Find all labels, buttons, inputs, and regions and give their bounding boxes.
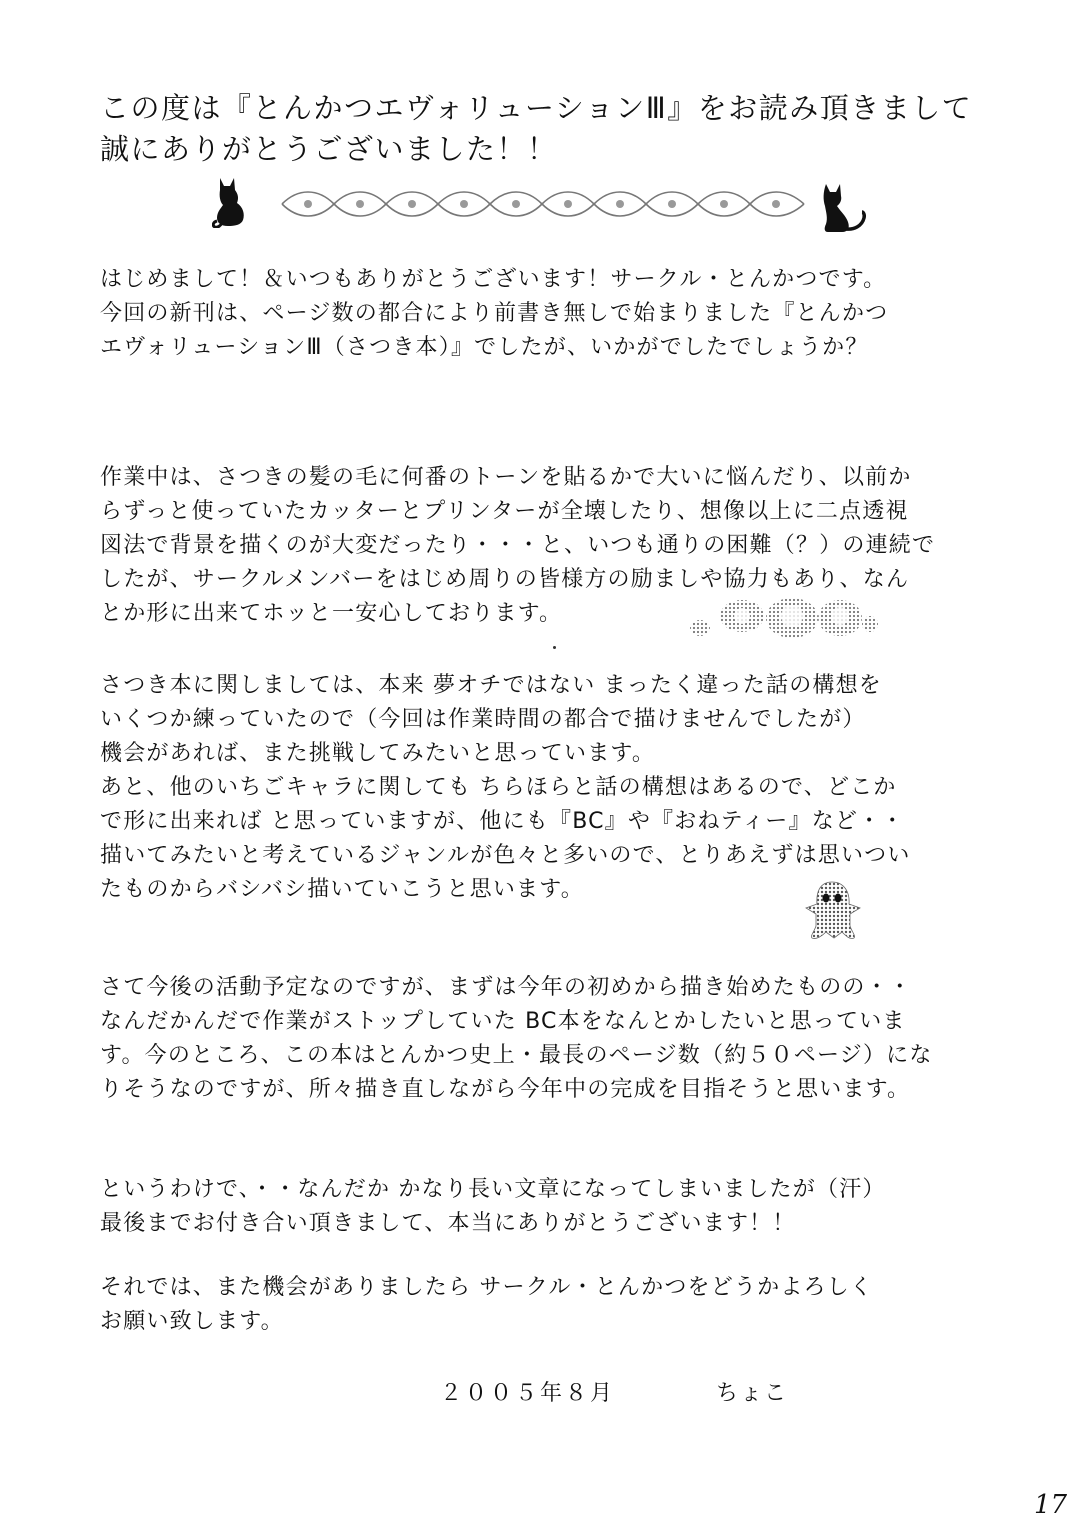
paragraph-1-line: エヴォリューションⅢ（さつき本）』でしたが、いかがでしたでしょうか？ [100,335,869,360]
paragraph-3-line: で形に出来れば と思っていますが、他にも『BC』や『おねティー』など・・ [100,809,905,834]
paragraph-3-line: 機会があれば、また挑戦してみたいと思っています。 [100,741,656,766]
cat-silhouette-icon [212,176,248,228]
cat-silhouette-icon [822,182,868,234]
paragraph-2-line: とか形に出来てホッと一安心しております。 [100,601,563,626]
dotted-cloud-decoration [680,594,880,650]
paragraph-2-line: 図法で背景を描くのが大変だったり・・・と、いつも通りの困難（？）の連続で [100,533,936,558]
paragraph-6-line: お願い致します。 [100,1309,284,1334]
paragraph-2-line: したが、サークルメンバーをはじめ周りの皆様方の励ましや協力もあり、なん [100,567,910,592]
paragraph-1-line: 今回の新刊は、ページ数の都合により前書き無しで始まりました『とんかつ [100,301,889,326]
signature-date: ２００５年８月 [440,1381,616,1406]
paragraph-3-line: あと、他のいちごキャラに関しても ちらほらと話の構想はあるので、どこか [100,775,897,800]
paragraph-3-line: たものからバシバシ描いていこうと思います。 [100,877,584,902]
paragraph-5-line: 最後までお付き合い頂きまして、本当にありがとうございます！！ [100,1211,796,1236]
paragraph-4-line: す。今のところ、この本はとんかつ史上・最長のページ数（約５０ページ）にな [100,1043,933,1068]
paragraph-1-line: はじめまして！＆いつもありがとうございます！サークル・とんかつです。 [100,267,887,292]
paragraph-2-line: 作業中は、さつきの髪の毛に何番のトーンを貼るかで大いに悩んだり、以前か [100,465,912,490]
paragraph-4-line: りそうなのですが、所々描き直しながら今年中の完成を目指そうと思います。 [100,1077,911,1102]
paragraph-4-line: さて今後の活動予定なのですが、まずは今年の初めから描き始めたものの・・ [100,975,913,1000]
paragraph-5-line: というわけで、・・なんだか かなり長い文章になってしまいましたが（汗） [100,1177,886,1202]
paragraph-6-line: それでは、また機会がありましたら サークル・とんかつをどうかよろしく [100,1275,874,1300]
heading-line-2: 誠にありがとうございました！！ [100,132,558,166]
paragraph-3-line: いくつか練っていたので（今回は作業時間の都合で描けませんでしたが） [100,707,866,732]
paragraph-3-line: さつき本に関しましては、本来 夢オチではない まったく違った話の構想を [100,673,882,698]
scroll-ornament-divider [278,184,808,224]
stray-dot [553,646,556,649]
heading-line-1: この度は『とんかつエヴォリューションⅢ』をお読み頂きまして [100,91,973,125]
paragraph-4-line: なんだかんだで作業がストップしていた BC本をなんとかしたいと思っていま [100,1009,906,1034]
paragraph-2-line: らずっと使っていたカッターとプリンターが全壊したり、想像以上に二点透視 [100,499,909,524]
paragraph-3-line: 描いてみたいと考えているジャンルが色々と多いので、とりあえずは思いつい [100,843,911,868]
ghost-character-icon [800,878,864,942]
signature-author: ちょこ [716,1381,789,1406]
page-number: 17 [1034,1490,1068,1520]
